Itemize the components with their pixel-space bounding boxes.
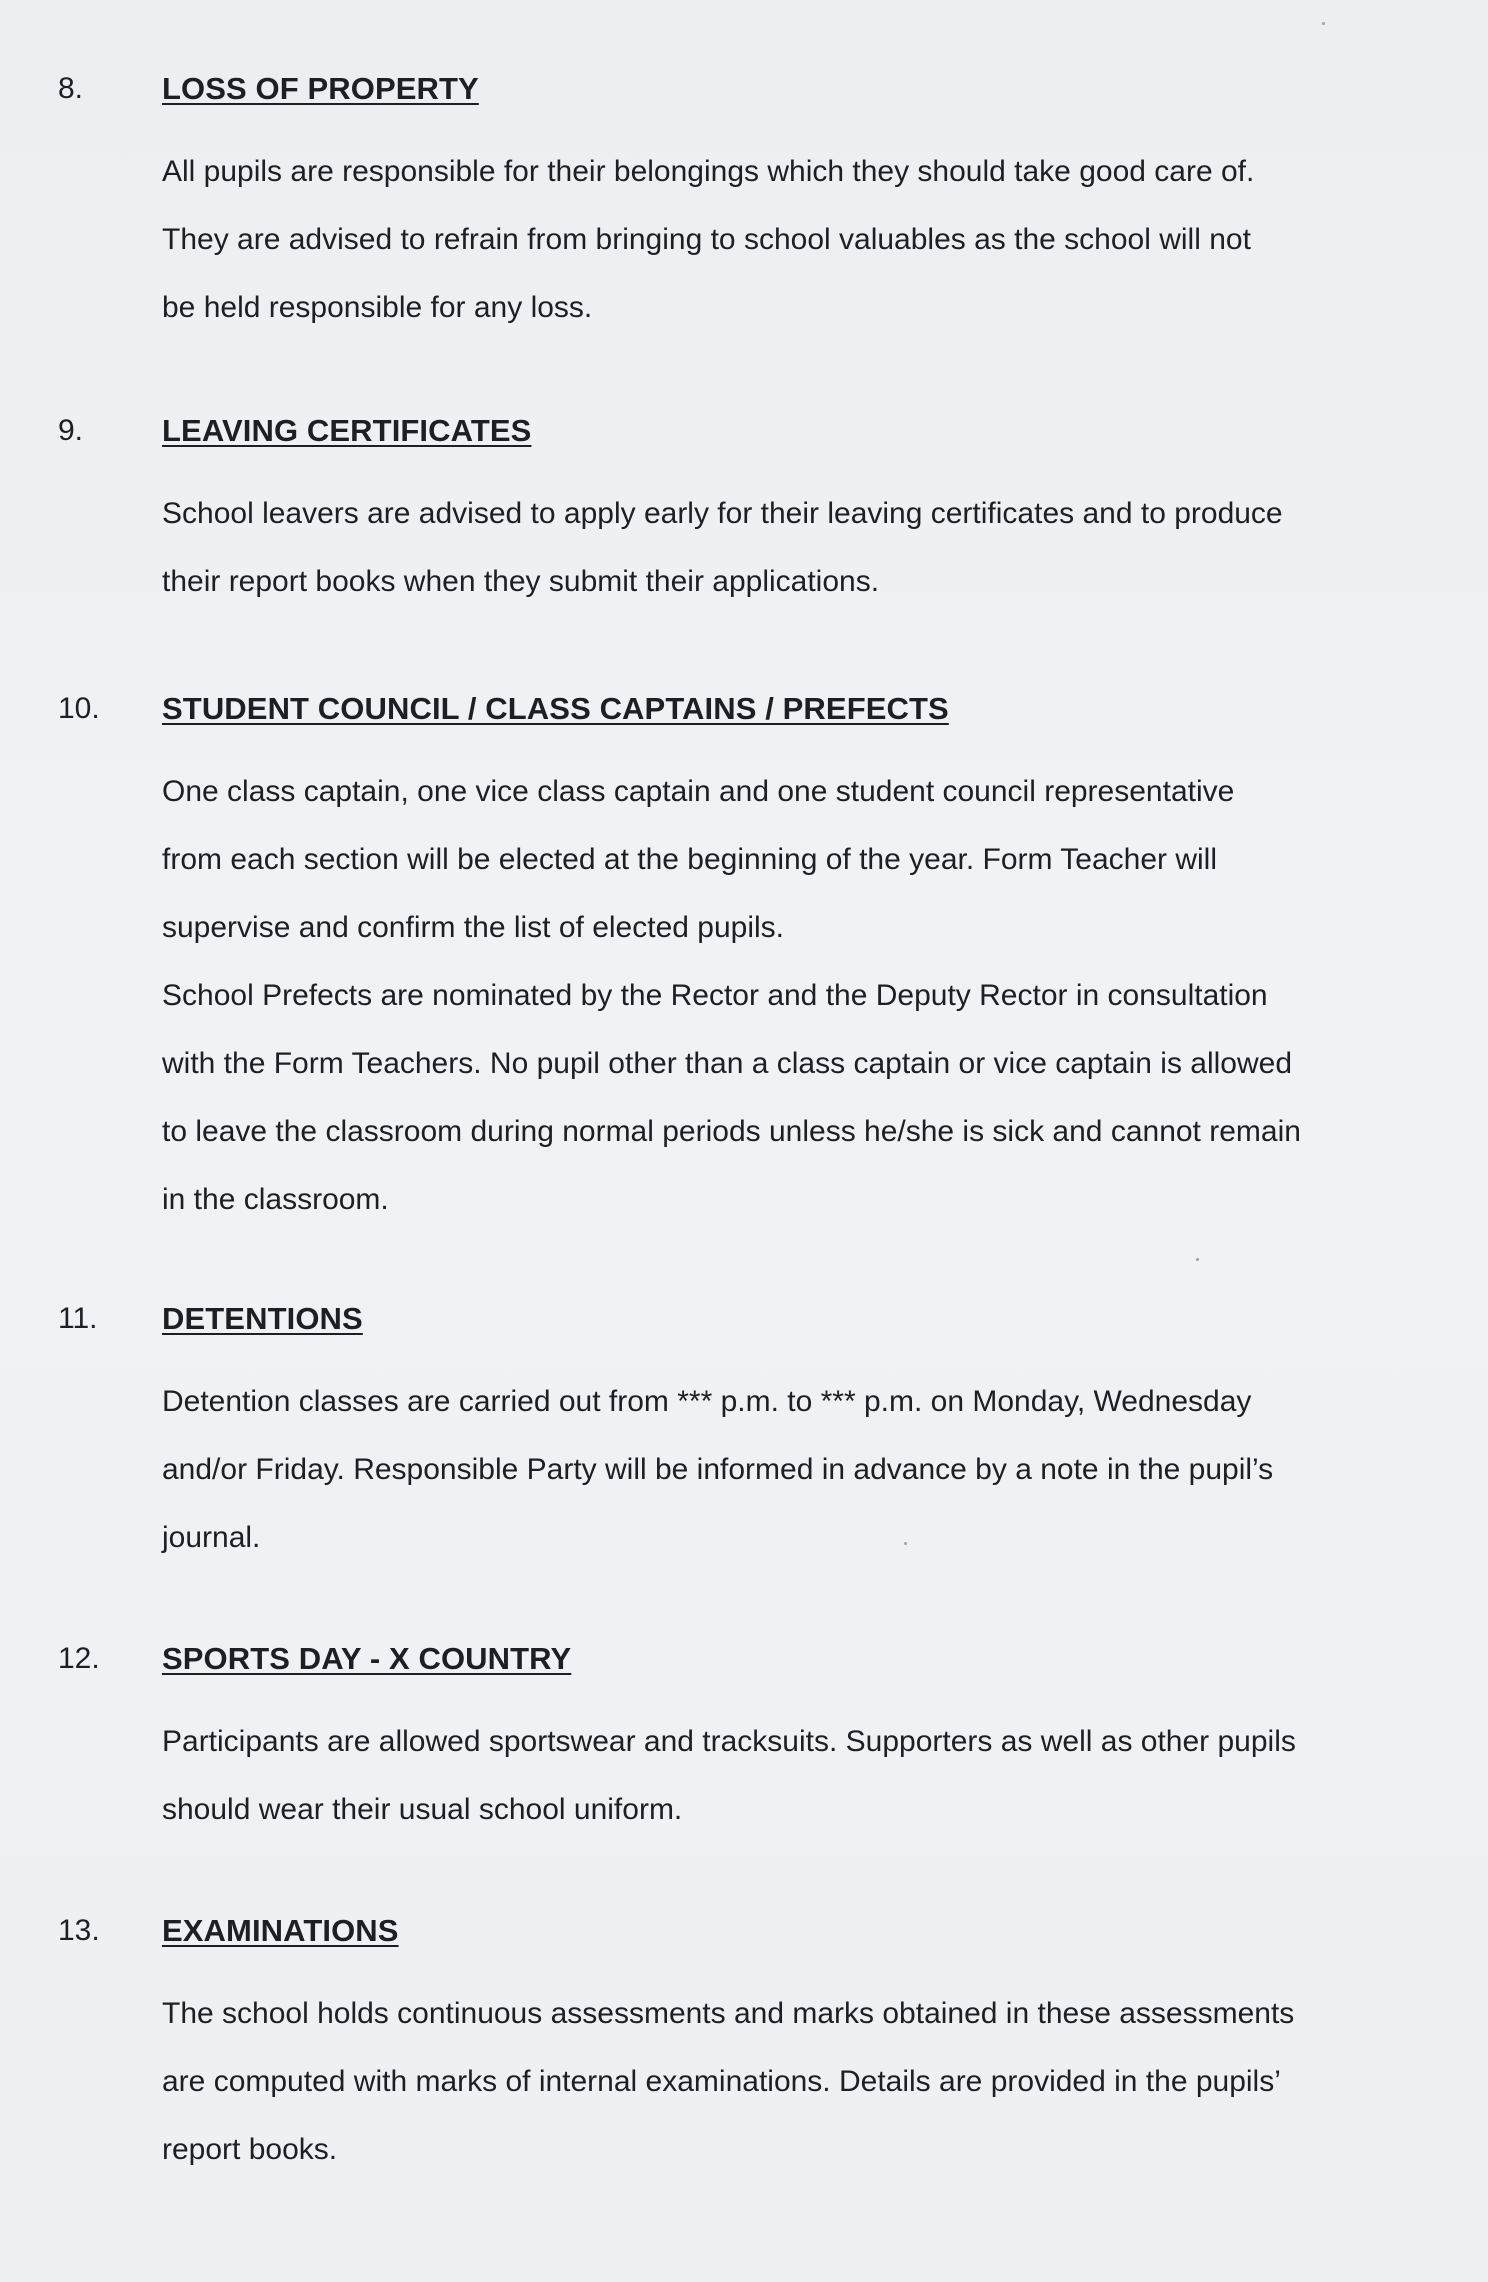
body-line: to leave the classroom during normal periods unless he/she is sick and cannot remain bbox=[162, 1115, 1301, 1148]
body-line: The school holds continuous assessments and marks obtained in these assessments bbox=[162, 1997, 1295, 2030]
section-body bbox=[162, 1980, 1402, 2184]
scan-speck bbox=[1196, 1258, 1199, 1261]
body-line: with the Form Teachers. No pupil other than a class captain or vice captain is allowed bbox=[162, 1047, 1293, 1080]
body-line: be held responsible for any loss. bbox=[162, 291, 593, 324]
body-line: They are advised to refrain from bringing to school valuables as the school will not bbox=[162, 223, 1251, 256]
section-heading: SPORTS DAY - X COUNTRY bbox=[162, 1641, 572, 1676]
body-line: Participants are allowed sportswear and tracksuits. Supporters as well as other pupils bbox=[162, 1725, 1296, 1758]
body-line: School Prefects are nominated by the Rector and the Deputy Rector in consultation bbox=[162, 979, 1268, 1012]
section-number: 8. bbox=[58, 72, 84, 105]
section-number: 11. bbox=[58, 1302, 98, 1335]
body-line: and/or Friday. Responsible Party will be informed in advance by a note in the pupil’s bbox=[162, 1453, 1274, 1486]
section-body bbox=[162, 138, 1402, 342]
scan-speck bbox=[1322, 22, 1325, 25]
body-line: Detention classes are carried out from *** p.m. to *** p.m. on Monday, Wednesday bbox=[162, 1385, 1252, 1418]
body-line: in the classroom. bbox=[162, 1183, 389, 1216]
scan-speck bbox=[904, 1542, 907, 1545]
body-line: are computed with marks of internal examinations. Details are provided in the pupils’ bbox=[162, 2065, 1281, 2098]
body-line: from each section will be elected at the beginning of the year. Form Teacher will bbox=[162, 843, 1218, 876]
body-line: One class captain, one vice class captain and one student council representative bbox=[162, 775, 1235, 808]
section-body bbox=[162, 1368, 1402, 1572]
body-line: report books. bbox=[162, 2133, 338, 2166]
body-line: journal. bbox=[162, 1521, 261, 1554]
body-line: All pupils are responsible for their belongings which they should take good care of. bbox=[162, 155, 1255, 188]
section-body bbox=[162, 1708, 1402, 1844]
section-heading: EXAMINATIONS bbox=[162, 1913, 399, 1948]
body-line: should wear their usual school uniform. bbox=[162, 1793, 683, 1826]
section-number: 9. bbox=[58, 414, 84, 447]
section-heading: LOSS OF PROPERTY bbox=[162, 71, 479, 106]
section-body bbox=[162, 758, 1402, 1234]
section-heading: DETENTIONS bbox=[162, 1301, 363, 1336]
section-number: 12. bbox=[58, 1642, 100, 1675]
section-heading: STUDENT COUNCIL / CLASS CAPTAINS / PREFECTS bbox=[162, 691, 949, 726]
body-line: supervise and confirm the list of elected pupils. bbox=[162, 911, 784, 944]
section-body bbox=[162, 480, 1402, 616]
section-heading: LEAVING CERTIFICATES bbox=[162, 413, 532, 448]
section-number: 10. bbox=[58, 692, 100, 725]
body-line: their report books when they submit their applications. bbox=[162, 565, 880, 598]
body-line: School leavers are advised to apply early for their leaving certificates and to produce bbox=[162, 497, 1283, 530]
section-number: 13. bbox=[58, 1914, 100, 1947]
